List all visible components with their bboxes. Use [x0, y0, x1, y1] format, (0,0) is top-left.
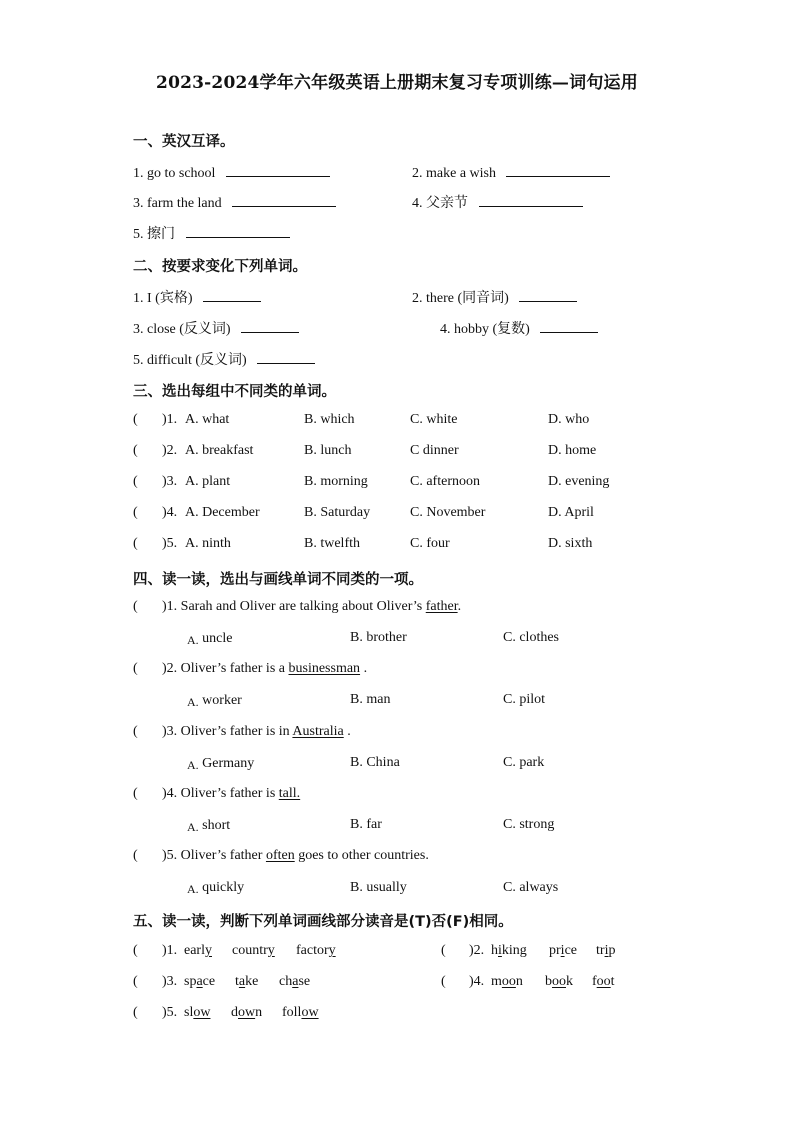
s1-item-5-label: 5. 擦门	[133, 227, 175, 242]
word-1	[491, 974, 523, 990]
answer-paren[interactable]: (	[133, 505, 138, 520]
option-c: C. November	[410, 505, 486, 520]
option-c: C. clothes	[503, 630, 559, 645]
s1-item-1-label: 1. go to school	[133, 166, 216, 181]
s3-num: )5.	[162, 536, 178, 551]
word-3	[592, 974, 615, 990]
option-d: D. home	[548, 443, 597, 458]
underlined-part: a	[292, 974, 299, 989]
option-b: B. morning	[304, 474, 368, 489]
option-a: A. what	[185, 412, 230, 427]
answer-paren[interactable]: (	[133, 724, 138, 739]
underlined-part: y	[204, 943, 212, 958]
option-b: B. China	[350, 755, 400, 770]
word-2	[549, 943, 577, 959]
word-part: sl	[184, 1005, 194, 1020]
section-3-heading: 三、选出每组中不同类的单词。	[133, 384, 336, 400]
word-part: ce	[202, 974, 216, 989]
option-a	[187, 756, 254, 772]
s4-stem	[162, 724, 351, 740]
underlined-part: y	[328, 943, 336, 958]
page-title: 2023-2024学年六年级英语上册期末复习专项训练—词句运用	[156, 73, 638, 93]
s1-item-4	[412, 192, 583, 212]
option-c: C. always	[503, 880, 559, 895]
option-a-text: uncle	[202, 631, 233, 646]
word-2	[232, 943, 275, 959]
s1-item-1	[133, 162, 330, 182]
word-3	[279, 974, 310, 990]
option-c: C. afternoon	[410, 474, 480, 489]
answer-paren[interactable]: (	[133, 536, 138, 551]
answer-blank[interactable]	[479, 192, 583, 207]
underlined-part: ow	[238, 1005, 256, 1020]
s5-num: )3.	[162, 974, 178, 989]
answer-blank[interactable]	[519, 287, 577, 302]
answer-paren[interactable]: (	[133, 848, 138, 863]
option-b: B. brother	[350, 630, 407, 645]
answer-blank[interactable]	[232, 192, 336, 207]
word-part: countr	[232, 943, 268, 958]
word-1	[184, 943, 212, 959]
option-a	[187, 880, 244, 896]
option-d: D. evening	[548, 474, 610, 489]
option-a-text: worker	[202, 693, 242, 708]
option-a: A. plant	[185, 474, 231, 489]
s2-item-5-label: 5. difficult (反义词)	[133, 353, 247, 368]
answer-paren[interactable]: (	[133, 943, 138, 958]
stem-text: Oliver’s father is	[180, 786, 279, 801]
underlined-word: often	[265, 848, 295, 863]
s3-num: )2.	[162, 443, 178, 458]
s2-item-1-label: 1. I (宾格)	[133, 291, 193, 306]
word-part: ch	[279, 974, 293, 989]
s2-item-2-label: 2. there (同音词)	[412, 291, 509, 306]
option-a-text: quickly	[202, 880, 245, 895]
underlined-part: i	[498, 943, 502, 958]
s4-num: )2.	[162, 661, 178, 676]
s2-item-2	[412, 287, 577, 307]
stem-text: Oliver’s father	[180, 848, 266, 863]
option-a-mark: A.	[187, 758, 199, 772]
answer-blank[interactable]	[226, 162, 330, 177]
option-c: C. strong	[503, 817, 555, 832]
word-part: earl	[184, 943, 205, 958]
option-a-text: Germany	[202, 756, 255, 771]
word-part: king	[501, 943, 527, 958]
word-part: n	[515, 974, 523, 989]
option-a-mark: A.	[187, 820, 199, 834]
option-b: B. man	[350, 692, 391, 707]
answer-paren[interactable]: (	[133, 599, 138, 614]
answer-blank[interactable]	[257, 349, 315, 364]
word-part: t	[610, 974, 615, 989]
answer-paren[interactable]: (	[133, 974, 138, 989]
s1-item-3-label: 3. farm the land	[133, 196, 222, 211]
s1-item-4-label: 4. 父亲节	[412, 196, 468, 211]
word-part: foll	[282, 1005, 302, 1020]
underlined-part: oo	[501, 974, 516, 989]
underlined-word: father	[425, 599, 458, 614]
answer-paren[interactable]: (	[441, 943, 446, 958]
s5-num: )1.	[162, 943, 178, 958]
option-a: A. December	[185, 505, 260, 520]
option-c: C. pilot	[503, 692, 546, 707]
stem-end: .	[457, 599, 462, 614]
word-part: f	[592, 974, 597, 989]
word-1	[184, 974, 215, 990]
stem-end: .	[360, 661, 368, 676]
option-b: B. which	[304, 412, 355, 427]
option-a-mark: A.	[187, 882, 199, 896]
underlined-word: businessman	[288, 661, 361, 676]
section-5-heading: 五、读一读，判断下列单词画线部分读音是(T)否(F)相同。	[133, 914, 513, 930]
s2-item-3	[133, 318, 299, 338]
word-part: sp	[184, 974, 197, 989]
s5-num: )2.	[469, 943, 485, 958]
answer-blank[interactable]	[540, 318, 598, 333]
s4-num: )3.	[162, 724, 178, 739]
word-part: p	[608, 943, 616, 958]
option-d: D. who	[548, 412, 590, 427]
option-a	[187, 818, 230, 834]
option-a-text: short	[202, 818, 231, 833]
answer-paren[interactable]: (	[133, 443, 138, 458]
word-3	[596, 943, 615, 959]
underlined-part: oo	[552, 974, 566, 989]
option-a	[187, 631, 233, 647]
underlined-word: tall.	[278, 786, 301, 801]
s3-num: )4.	[162, 505, 178, 520]
stem-text: Sarah and Oliver are talking about Oliver’s	[180, 599, 426, 614]
s1-item-2-label: 2. make a wish	[412, 166, 496, 181]
s4-stem	[162, 848, 429, 864]
word-1	[491, 943, 527, 959]
option-a-mark: A.	[187, 695, 199, 709]
s4-stem	[162, 661, 367, 677]
stem-end: .	[343, 724, 351, 739]
underlined-part: oo	[596, 974, 611, 989]
answer-blank[interactable]	[186, 223, 290, 238]
word-part: h	[491, 943, 498, 958]
underlined-part: ow	[301, 1005, 319, 1020]
answer-blank[interactable]	[506, 162, 610, 177]
option-b: B. usually	[350, 880, 407, 895]
option-a: A. ninth	[185, 536, 231, 551]
word-part: n	[255, 1005, 263, 1020]
section-2-heading: 二、按要求变化下列单词。	[133, 259, 307, 275]
underlined-part: ow	[193, 1005, 211, 1020]
word-part: k	[566, 974, 573, 989]
answer-blank[interactable]	[241, 318, 299, 333]
option-b: B. twelfth	[304, 536, 360, 551]
s3-num: )3.	[162, 474, 178, 489]
underlined-part: i	[560, 943, 565, 958]
s4-num: )5.	[162, 848, 178, 863]
answer-paren[interactable]: (	[133, 1005, 138, 1020]
word-3	[296, 943, 336, 959]
underlined-part: i	[604, 943, 609, 958]
word-2	[235, 974, 258, 990]
word-part: d	[231, 1005, 238, 1020]
option-d: D. sixth	[548, 536, 593, 551]
word-part: factor	[296, 943, 329, 958]
stem-text: Oliver’s father is in	[180, 724, 293, 739]
s4-num: )1.	[162, 599, 178, 614]
underlined-part: a	[196, 974, 203, 989]
option-a-mark: A.	[187, 633, 199, 647]
word-part: ke	[245, 974, 259, 989]
s3-num: )1.	[162, 412, 178, 427]
option-c: C. park	[503, 755, 545, 770]
word-2	[545, 974, 573, 990]
s4-stem	[162, 599, 461, 615]
word-part: b	[545, 974, 552, 989]
s5-num: )5.	[162, 1005, 178, 1020]
stem-text: Oliver’s father is a	[180, 661, 289, 676]
answer-paren[interactable]: (	[133, 474, 138, 489]
section-1-heading: 一、英汉互译。	[133, 134, 235, 150]
option-b: B. far	[350, 817, 382, 832]
answer-paren[interactable]: (	[133, 786, 138, 801]
s2-item-3-label: 3. close (反义词)	[133, 322, 231, 337]
s2-item-4-label: 4. hobby (复数)	[440, 322, 530, 337]
option-c: C. white	[410, 412, 458, 427]
word-2	[231, 1005, 262, 1021]
word-part: pr	[549, 943, 561, 958]
answer-blank[interactable]	[203, 287, 261, 302]
option-a	[187, 693, 242, 709]
word-part: ce	[564, 943, 577, 958]
s5-num: )4.	[469, 974, 485, 989]
section-4-heading: 四、读一读，选出与画线单词不同类的一项。	[133, 572, 423, 588]
option-a: A. breakfast	[185, 443, 254, 458]
underlined-part: y	[267, 943, 275, 958]
underlined-part: a	[238, 974, 246, 989]
s2-item-5	[133, 349, 315, 369]
option-d: D. April	[548, 505, 594, 520]
s1-item-2	[412, 162, 610, 182]
word-3	[282, 1005, 319, 1021]
option-b: B. Saturday	[304, 505, 371, 520]
word-part: se	[298, 974, 311, 989]
underlined-word: Australia	[292, 724, 344, 739]
s2-item-1	[133, 287, 261, 307]
word-part: m	[491, 974, 502, 989]
word-1	[184, 1005, 210, 1021]
s2-item-4	[440, 318, 598, 338]
s1-item-3	[133, 192, 336, 212]
answer-paren[interactable]: (	[441, 974, 446, 989]
option-c: C dinner	[410, 443, 459, 458]
option-b: B. lunch	[304, 443, 352, 458]
answer-paren[interactable]: (	[133, 412, 138, 427]
word-part: t	[235, 974, 239, 989]
word-part: tr	[596, 943, 605, 958]
s1-item-5	[133, 223, 290, 243]
option-c: C. four	[410, 536, 450, 551]
stem-end: goes to other countries.	[294, 848, 429, 863]
answer-paren[interactable]: (	[133, 661, 138, 676]
s4-num: )4.	[162, 786, 178, 801]
s4-stem	[162, 786, 300, 802]
